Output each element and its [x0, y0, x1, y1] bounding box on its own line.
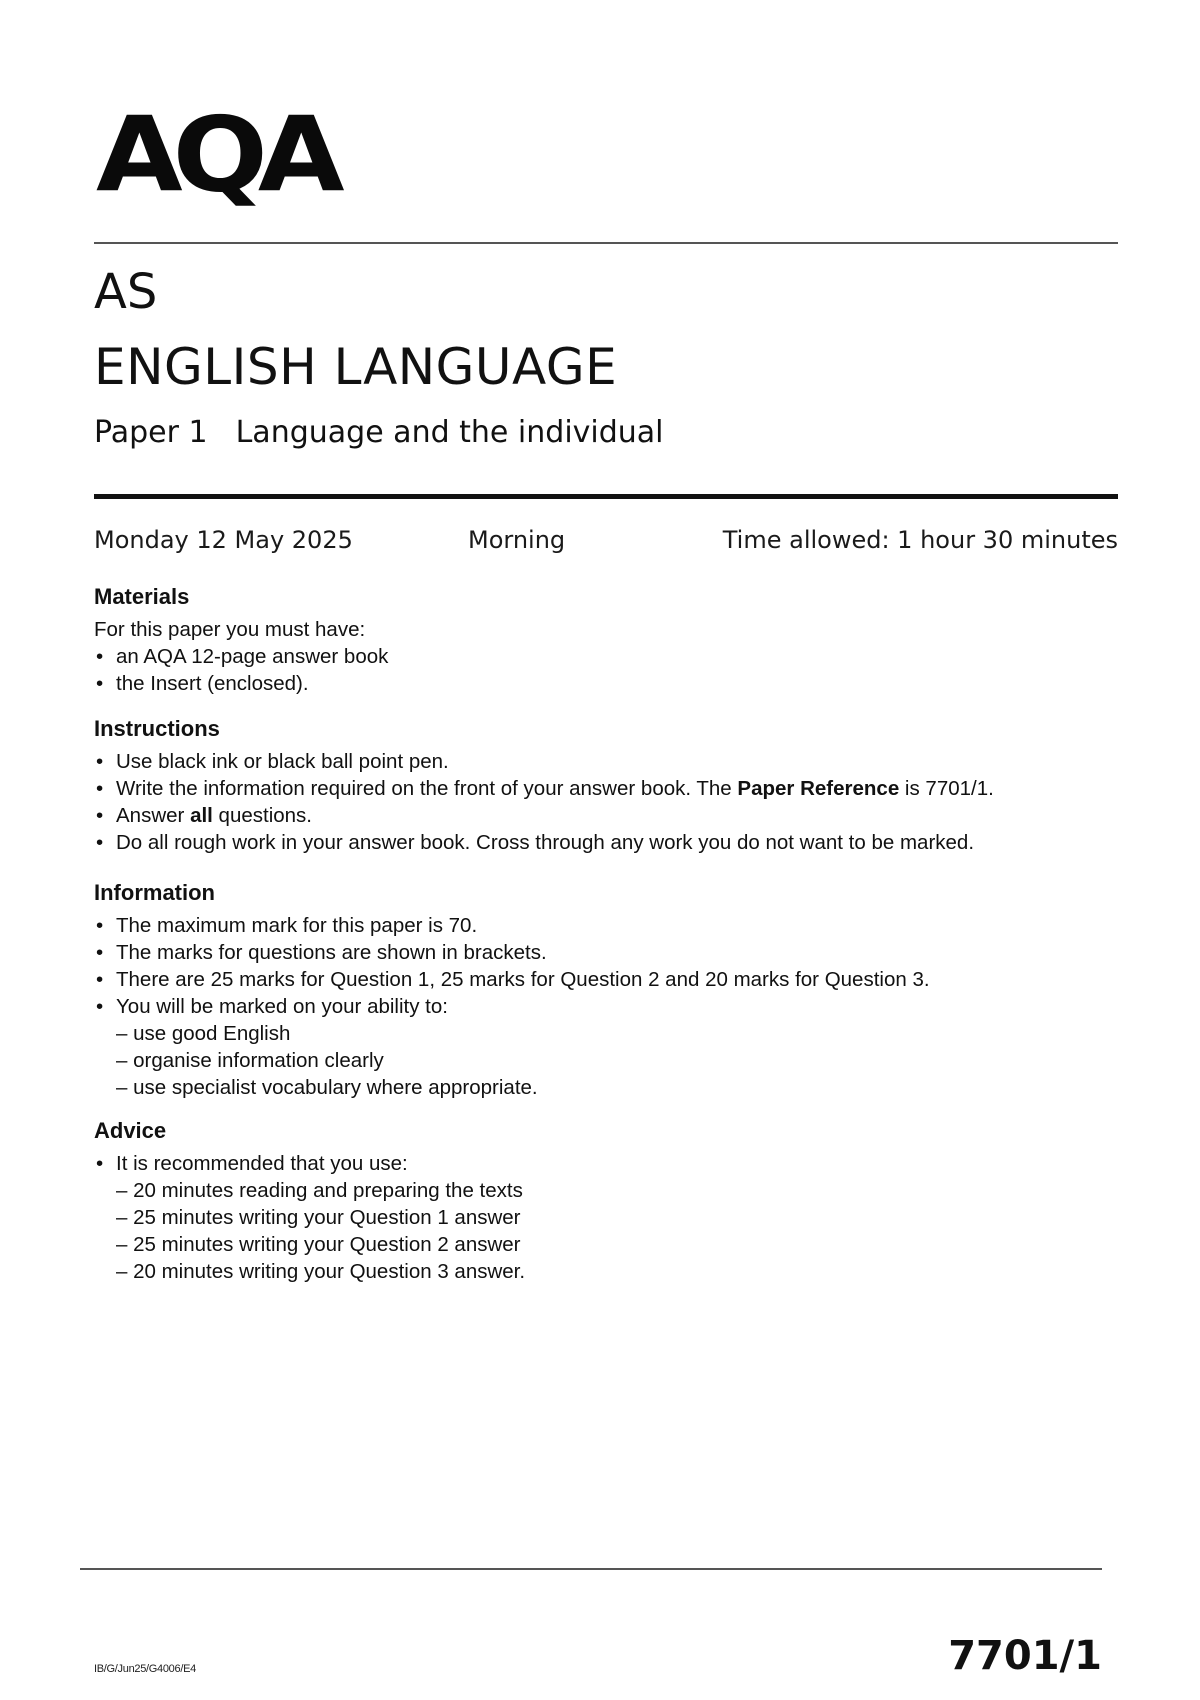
information-list: [94, 912, 1118, 1101]
materials-list: [94, 643, 1118, 697]
list-item: • Do all rough work in your answer book. Cross through any work you do not want to be marked.: [94, 829, 1118, 856]
list-item: • an AQA 12-page answer book: [94, 643, 1118, 670]
information-section: [94, 880, 1118, 1101]
materials-section: [94, 584, 1118, 697]
information-heading: Information: [94, 880, 215, 905]
list-item: • Write the information required on the front of your answer book. The Paper Reference is 7701/1.: [94, 775, 1118, 802]
list-item: • The maximum mark for this paper is 70.: [94, 912, 1118, 939]
list-item: • Use black ink or black ball point pen.: [94, 748, 1118, 775]
sub-list-item: – 20 minutes writing your Question 3 answer.: [116, 1260, 526, 1283]
sub-list-item: – 25 minutes writing your Question 1 answer: [116, 1206, 521, 1229]
instructions-section: [94, 716, 1118, 856]
sub-list-item: – use good English: [116, 1022, 291, 1045]
job-code: IB/G/Jun25/G4006/E4: [94, 1663, 196, 1675]
advice-heading: Advice: [94, 1118, 167, 1143]
qualification-level: AS: [94, 264, 158, 320]
paper-title-line: [94, 415, 664, 450]
time-allowed: Time allowed: 1 hour 30 minutes: [722, 526, 1118, 554]
list-item: • the Insert (enclosed).: [94, 670, 1118, 697]
aqa-logo: AQA: [96, 95, 335, 216]
paper-reference-label: Paper Reference: [737, 777, 900, 800]
paper-title: Language and the individual: [235, 415, 664, 450]
list-item: • The marks for questions are shown in brackets.: [94, 939, 1118, 966]
list-item: • Answer all questions.: [94, 802, 1118, 829]
list-item: • There are 25 marks for Question 1, 25 marks for Question 2 and 20 marks for Question 3.: [94, 966, 1118, 993]
footer-divider: [80, 1568, 1102, 1570]
subject-title: ENGLISH LANGUAGE: [94, 338, 618, 396]
instructions-heading: Instructions: [94, 716, 220, 741]
paper-code: 7701/1: [948, 1633, 1102, 1679]
heavy-divider: [94, 494, 1118, 499]
sub-list-item: – use specialist vocabulary where appropriate.: [116, 1076, 538, 1099]
advice-section: [94, 1118, 1118, 1285]
advice-list: [94, 1150, 1118, 1285]
sub-list-item: – organise information clearly: [116, 1049, 384, 1072]
sub-list-item: – 25 minutes writing your Question 2 answer: [116, 1233, 521, 1256]
list-item: • You will be marked on your ability to:: [94, 993, 1118, 1020]
sub-list-item: – 20 minutes reading and preparing the texts: [116, 1179, 523, 1202]
top-divider: [94, 242, 1118, 244]
materials-intro: For this paper you must have:: [94, 618, 366, 641]
exam-session: Morning: [468, 526, 566, 554]
emphasis-all: all: [190, 804, 213, 827]
list-item: • It is recommended that you use:: [94, 1150, 1118, 1177]
materials-heading: Materials: [94, 584, 190, 609]
instructions-list: [94, 748, 1118, 856]
exam-date: Monday 12 May 2025: [94, 526, 353, 554]
paper-number: Paper 1: [94, 415, 208, 450]
